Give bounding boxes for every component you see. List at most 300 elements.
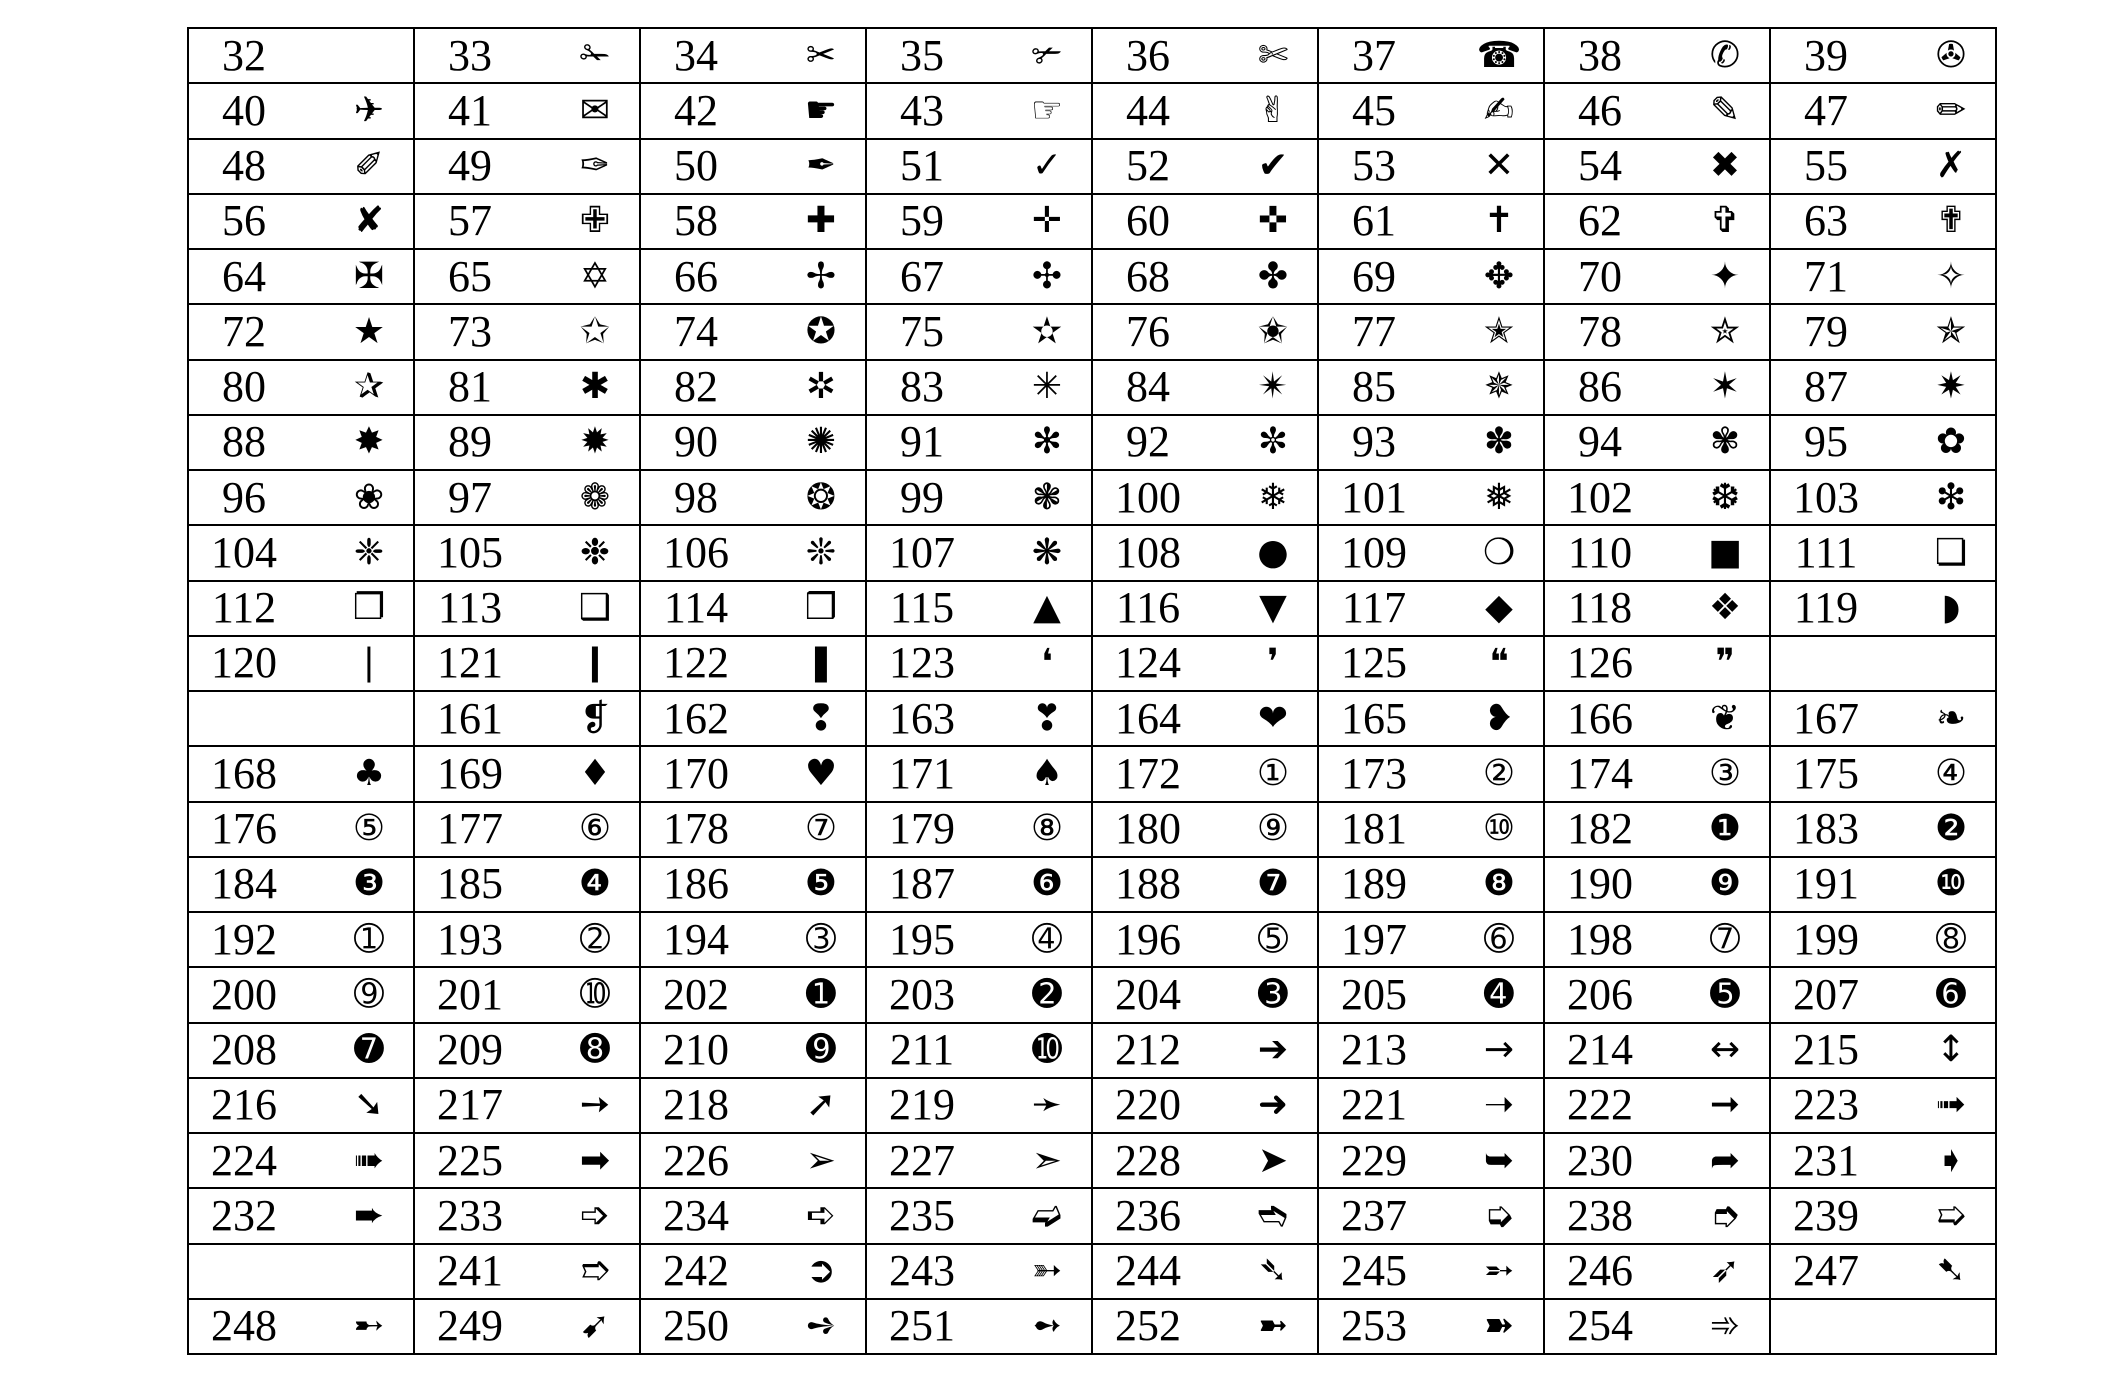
dingbat-glyph: ➔: [1257, 1029, 1289, 1071]
table-cell: [1318, 1299, 1544, 1354]
cell-content: [867, 29, 1091, 82]
table-cell: [1092, 83, 1318, 138]
character-code: 162: [663, 693, 729, 743]
dingbat-glyph: ⑨: [1256, 808, 1290, 850]
table-cell: [414, 304, 640, 359]
table-cell: [640, 83, 866, 138]
dingbat-glyph: ➵: [1483, 1250, 1515, 1292]
table-cell: [866, 1244, 1092, 1299]
character-code: 66: [674, 251, 718, 301]
cell-content: [189, 1024, 413, 1077]
character-code: 179: [889, 804, 955, 854]
character-code: 228: [1115, 1135, 1181, 1185]
character-code: 54: [1578, 141, 1622, 191]
dingbat-glyph: ❤: [1257, 697, 1289, 739]
character-code: 110: [1567, 527, 1633, 577]
character-code: 95: [1804, 417, 1848, 467]
cell-content: [867, 858, 1091, 911]
cell-content: [1545, 29, 1769, 82]
character-code: 208: [211, 1025, 277, 1075]
character-code: 112: [211, 583, 277, 633]
dingbat-glyph: ➙: [579, 1084, 611, 1126]
character-code: 211: [889, 1025, 955, 1075]
character-code: 232: [211, 1190, 277, 1240]
cell-content: [189, 747, 413, 800]
table-cell: [640, 967, 866, 1022]
table-cell: [1092, 415, 1318, 470]
character-code: 188: [1115, 859, 1181, 909]
table-cell: [1092, 1188, 1318, 1243]
character-code: 225: [437, 1135, 503, 1185]
cell-content: [189, 471, 413, 524]
dingbat-glyph: ⑥: [578, 808, 612, 850]
cell-content: [1545, 1300, 1769, 1353]
table-cell: [1318, 1188, 1544, 1243]
character-code: 213: [1341, 1025, 1407, 1075]
cell-content: [1319, 416, 1543, 469]
table-body: [188, 28, 1996, 1354]
table-cell: [640, 249, 866, 304]
dingbat-glyph: ✼: [1257, 421, 1289, 463]
table-cell: [866, 139, 1092, 194]
dingbat-glyph: ✵: [1483, 366, 1515, 408]
cell-content: [415, 637, 639, 690]
cell-content: [641, 195, 865, 248]
dingbat-glyph: ➼: [1257, 1305, 1289, 1347]
cell-content: [189, 140, 413, 193]
dingbat-glyph: ✻: [1031, 421, 1063, 463]
cell-content: [641, 582, 865, 635]
character-code: 101: [1341, 472, 1407, 522]
character-code: 183: [1793, 804, 1859, 854]
cell-content: [1093, 692, 1317, 745]
table-cell: [1544, 581, 1770, 636]
dingbat-glyph: ☛: [804, 89, 838, 131]
character-code: 167: [1793, 693, 1859, 743]
cell-content: [641, 250, 865, 303]
character-code: 216: [211, 1080, 277, 1130]
character-code: 53: [1352, 141, 1396, 191]
table-row: [188, 1244, 1996, 1299]
cell-content: [867, 1300, 1091, 1353]
dingbat-glyph: ➽: [1483, 1305, 1515, 1347]
dingbat-glyph: ✾: [1709, 421, 1741, 463]
character-code: 238: [1567, 1190, 1633, 1240]
table-cell: [188, 360, 414, 415]
table-cell: [414, 802, 640, 857]
table-cell: [188, 802, 414, 857]
table-cell: [866, 1133, 1092, 1188]
cell-content: [1771, 747, 1995, 800]
dingbat-glyph: ▼: [1259, 587, 1287, 629]
cell-content: [415, 250, 639, 303]
table-cell: [188, 249, 414, 304]
cell-content: [867, 1189, 1091, 1242]
table-cell: [1092, 691, 1318, 746]
cell-content: [415, 1300, 639, 1353]
dingbat-glyph: ❾: [1708, 863, 1742, 905]
cell-content: [641, 1300, 865, 1353]
dingbat-glyph: ⑩: [1482, 808, 1516, 850]
cell-content: [1319, 250, 1543, 303]
character-code: 220: [1115, 1080, 1181, 1130]
cell-content: [1771, 305, 1995, 358]
dingbat-glyph: ❶: [1708, 808, 1742, 850]
character-code: 182: [1567, 804, 1633, 854]
character-code: 94: [1578, 417, 1622, 467]
table-cell: [1092, 802, 1318, 857]
character-code: 93: [1352, 417, 1396, 467]
character-code: 65: [448, 251, 492, 301]
table-cell: [1770, 912, 1996, 967]
dingbat-glyph: ❆: [1709, 476, 1741, 518]
character-code: 164: [1115, 693, 1181, 743]
dingbat-glyph: ➓: [1031, 1029, 1063, 1071]
table-cell: [1770, 1023, 1996, 1078]
cell-content: [641, 29, 865, 82]
dingbat-glyph: ❐: [352, 587, 386, 629]
dingbat-glyph: ♥: [804, 752, 838, 794]
character-code: 39: [1804, 30, 1848, 80]
dingbat-glyph: ✎: [1709, 89, 1741, 131]
cell-content: [1771, 1024, 1995, 1077]
dingbat-glyph: ✍: [1483, 89, 1515, 131]
table-cell: [1544, 857, 1770, 912]
cell-content: [189, 913, 413, 966]
character-code: 204: [1115, 969, 1181, 1019]
table-cell: [188, 1078, 414, 1133]
dingbat-glyph: ✭: [1483, 310, 1515, 352]
dingbat-glyph: ❡: [579, 697, 611, 739]
cell-content: [1093, 526, 1317, 579]
table-row: [188, 691, 1996, 746]
character-code: 73: [448, 306, 492, 356]
table-cell: [866, 912, 1092, 967]
table-row: [188, 857, 1996, 912]
character-code: 47: [1804, 85, 1848, 135]
table-cell: [1544, 746, 1770, 801]
cell-content: [189, 305, 413, 358]
dingbat-glyph: ❣: [1031, 697, 1063, 739]
character-code: 176: [211, 804, 277, 854]
dingbat-glyph: ☞: [1030, 89, 1064, 131]
cell-content: [1319, 305, 1543, 358]
table-cell: [640, 360, 866, 415]
cell-content: [189, 1300, 413, 1353]
dingbat-glyph: ➆: [1709, 918, 1741, 960]
dingbat-glyph: ✷: [1935, 366, 1967, 408]
character-code: 253: [1341, 1301, 1407, 1351]
dingbat-glyph: ✇: [1935, 34, 1967, 76]
character-code: 244: [1115, 1246, 1181, 1296]
dingbat-glyph: ●: [1257, 531, 1289, 573]
character-code: 122: [663, 638, 729, 688]
table-cell: [640, 1078, 866, 1133]
table-cell: [188, 967, 414, 1022]
table-cell: [1092, 1023, 1318, 1078]
character-code: 87: [1804, 362, 1848, 412]
table-cell: [640, 525, 866, 580]
dingbat-glyph: ✚: [805, 200, 837, 242]
cell-content: [1319, 582, 1543, 635]
dingbat-glyph: ✁: [579, 34, 611, 76]
character-code: 124: [1115, 638, 1181, 688]
cell-content: [1319, 1300, 1543, 1353]
character-code: 84: [1126, 362, 1170, 412]
table-cell: [866, 691, 1092, 746]
table-cell: [1092, 1299, 1318, 1354]
table-cell: [1544, 1244, 1770, 1299]
character-code: 79: [1804, 306, 1848, 356]
table-cell: [188, 83, 414, 138]
cell-content: [1093, 361, 1317, 414]
character-code: 221: [1341, 1080, 1407, 1130]
cell-content: [641, 416, 865, 469]
cell-content: [189, 361, 413, 414]
dingbat-glyph: ➸: [353, 1305, 385, 1347]
character-code: 237: [1341, 1190, 1407, 1240]
table-cell: [1092, 912, 1318, 967]
table-cell: [1092, 139, 1318, 194]
character-code: 171: [889, 748, 955, 798]
cell-content: [1319, 29, 1543, 82]
character-code: 233: [437, 1190, 503, 1240]
table-cell: [1318, 1133, 1544, 1188]
dingbat-glyph: ⑧: [1030, 808, 1064, 850]
table-cell: [1318, 28, 1544, 83]
table-cell: [640, 1299, 866, 1354]
table-cell: [866, 360, 1092, 415]
table-cell: [1544, 1078, 1770, 1133]
dingbat-glyph: ❝: [1489, 642, 1509, 684]
cell-content: [1319, 361, 1543, 414]
character-code: 88: [222, 417, 266, 467]
cell-content: [867, 305, 1091, 358]
table-cell: [866, 470, 1092, 525]
cell-content: [1771, 250, 1995, 303]
cell-content: [189, 526, 413, 579]
table-cell: [414, 967, 640, 1022]
cell-content: [867, 582, 1091, 635]
table-cell: [1318, 139, 1544, 194]
table-cell: [1092, 194, 1318, 249]
table-cell: [188, 746, 414, 801]
character-code: 81: [448, 362, 492, 412]
table-row: [188, 83, 1996, 138]
cell-content: [1771, 1245, 1995, 1298]
dingbat-glyph: ❧: [1935, 697, 1967, 739]
dingbat-glyph: ✧: [1935, 255, 1967, 297]
dingbat-glyph: ➒: [805, 1029, 837, 1071]
character-code: 178: [663, 804, 729, 854]
table-cell: [188, 1023, 414, 1078]
character-code: 105: [437, 527, 503, 577]
dingbat-glyph: ✌: [1257, 89, 1289, 131]
cell-content: [1319, 968, 1543, 1021]
character-code: 185: [437, 859, 503, 909]
character-code: 196: [1115, 914, 1181, 964]
table-row: [188, 1188, 1996, 1243]
dingbat-glyph: ➪: [805, 1194, 837, 1236]
table-cell: [414, 28, 640, 83]
dingbat-glyph: ◗: [1941, 587, 1961, 629]
character-code: 248: [211, 1301, 277, 1351]
character-code: 198: [1567, 914, 1633, 964]
cell-content: [1319, 140, 1543, 193]
character-code: 254: [1567, 1301, 1633, 1351]
table-cell: [188, 28, 414, 83]
dingbat-glyph: ❜: [1267, 642, 1279, 684]
table-row: [188, 470, 1996, 525]
character-code: 75: [900, 306, 944, 356]
table-cell: [414, 470, 640, 525]
dingbat-glyph: ❹: [578, 863, 612, 905]
cell-content: [1093, 250, 1317, 303]
character-code: 166: [1567, 693, 1633, 743]
dingbat-glyph: ✛: [1031, 200, 1063, 242]
character-code: 80: [222, 362, 266, 412]
dingbat-glyph: ❷: [1934, 808, 1968, 850]
character-code: 184: [211, 859, 277, 909]
cell-content: [1319, 747, 1543, 800]
dingbat-glyph: ✈: [353, 89, 385, 131]
dingbat-glyph: ✆: [1709, 34, 1741, 76]
cell-content: [867, 913, 1091, 966]
table-cell: [1318, 415, 1544, 470]
dingbat-glyph: ❙: [579, 642, 611, 684]
character-code: 35: [900, 30, 944, 80]
dingbat-glyph: ➍: [1483, 973, 1515, 1015]
dingbat-glyph: ➟: [1935, 1084, 1967, 1126]
character-code: 107: [889, 527, 955, 577]
table-cell: [640, 581, 866, 636]
table-cell: [188, 1299, 414, 1354]
dingbat-glyph: ❏: [1934, 531, 1968, 573]
table-cell: [1770, 967, 1996, 1022]
cell-content: [1093, 1189, 1317, 1242]
character-code: 199: [1793, 914, 1859, 964]
cell-content: [1545, 305, 1769, 358]
character-code: 224: [211, 1135, 277, 1185]
table-cell: [1318, 470, 1544, 525]
cell-content: [1771, 84, 1995, 137]
character-code: 77: [1352, 306, 1396, 356]
dingbat-glyph: ◆: [1485, 587, 1513, 629]
cell-content: [189, 637, 413, 690]
table-cell: [640, 1244, 866, 1299]
cell-content: [1319, 913, 1543, 966]
table-cell: [1092, 967, 1318, 1022]
character-code: 195: [889, 914, 955, 964]
cell-content: [641, 1079, 865, 1132]
character-code: 120: [211, 638, 277, 688]
dingbat-glyph: ➯: [1935, 1194, 1967, 1236]
table-cell: [188, 1133, 414, 1188]
cell-content: [641, 526, 865, 579]
cell-content: [1771, 858, 1995, 911]
cell-content: [1093, 305, 1317, 358]
character-code: 209: [437, 1025, 503, 1075]
dingbat-glyph: ❥: [1483, 697, 1515, 739]
cell-content: [415, 416, 639, 469]
table-cell: [640, 1023, 866, 1078]
dingbat-glyph: ✮: [1709, 310, 1741, 352]
table-cell: [1318, 746, 1544, 801]
dingbat-glyph: ❇: [1935, 476, 1967, 518]
character-code: 36: [1126, 30, 1170, 80]
character-code: 89: [448, 417, 492, 467]
cell-content: [1319, 84, 1543, 137]
table-cell: [1770, 746, 1996, 801]
table-row: [188, 139, 1996, 194]
table-cell: [188, 636, 414, 691]
table-cell: [414, 912, 640, 967]
dingbat-glyph: ♠: [1030, 752, 1064, 794]
dingbat-glyph: ❘: [353, 642, 385, 684]
cell-content: [1545, 416, 1769, 469]
character-code: 227: [889, 1135, 955, 1185]
table-cell: [414, 1299, 640, 1354]
table-cell: [640, 304, 866, 359]
table-cell: [1318, 1023, 1544, 1078]
dingbat-glyph: ✡: [579, 255, 611, 297]
dingbat-glyph: ➂: [805, 918, 837, 960]
dingbat-glyph: ➑: [579, 1029, 611, 1071]
cell-content: [867, 803, 1091, 856]
cell-content: [1319, 526, 1543, 579]
cell-content: [189, 803, 413, 856]
cell-content: [867, 471, 1091, 524]
dingbat-glyph: ✢: [805, 255, 837, 297]
table-cell: [866, 249, 1092, 304]
table-row: [188, 415, 1996, 470]
table-cell: [866, 28, 1092, 83]
cell-content: [415, 858, 639, 911]
dingbat-glyph: ↕: [1935, 1029, 1967, 1071]
cell-content: [867, 84, 1091, 137]
dingbat-glyph: ✿: [1935, 421, 1967, 463]
dingbat-glyph: ➨: [353, 1194, 385, 1236]
cell-content: [189, 582, 413, 635]
cell-content: [1093, 1079, 1317, 1132]
cell-content: [1545, 1024, 1769, 1077]
dingbat-glyph: ✗: [1935, 145, 1967, 187]
dingbat-glyph: ↔: [1709, 1029, 1741, 1071]
character-code: 90: [674, 417, 718, 467]
character-code: 102: [1567, 472, 1633, 522]
character-code: 117: [1341, 583, 1407, 633]
table-cell: [1544, 525, 1770, 580]
table-cell: [188, 525, 414, 580]
cell-content: [641, 637, 865, 690]
dingbat-glyph: ➮: [1709, 1194, 1741, 1236]
character-code: 205: [1341, 969, 1407, 1019]
dingbat-glyph: ❖: [1708, 587, 1742, 629]
cell-content: [641, 858, 865, 911]
table-cell: [1544, 1023, 1770, 1078]
cell-content: [415, 582, 639, 635]
cell-content: [1319, 1079, 1543, 1132]
cell-content: [641, 361, 865, 414]
dingbat-glyph: ➳: [1031, 1250, 1063, 1292]
dingbat-glyph: ④: [1934, 752, 1968, 794]
table-cell: [1092, 525, 1318, 580]
dingbat-glyph: ➀: [353, 918, 385, 960]
character-code: 103: [1793, 472, 1859, 522]
table-cell: [1770, 1188, 1996, 1243]
character-code: 175: [1793, 748, 1859, 798]
cell-content: [415, 305, 639, 358]
